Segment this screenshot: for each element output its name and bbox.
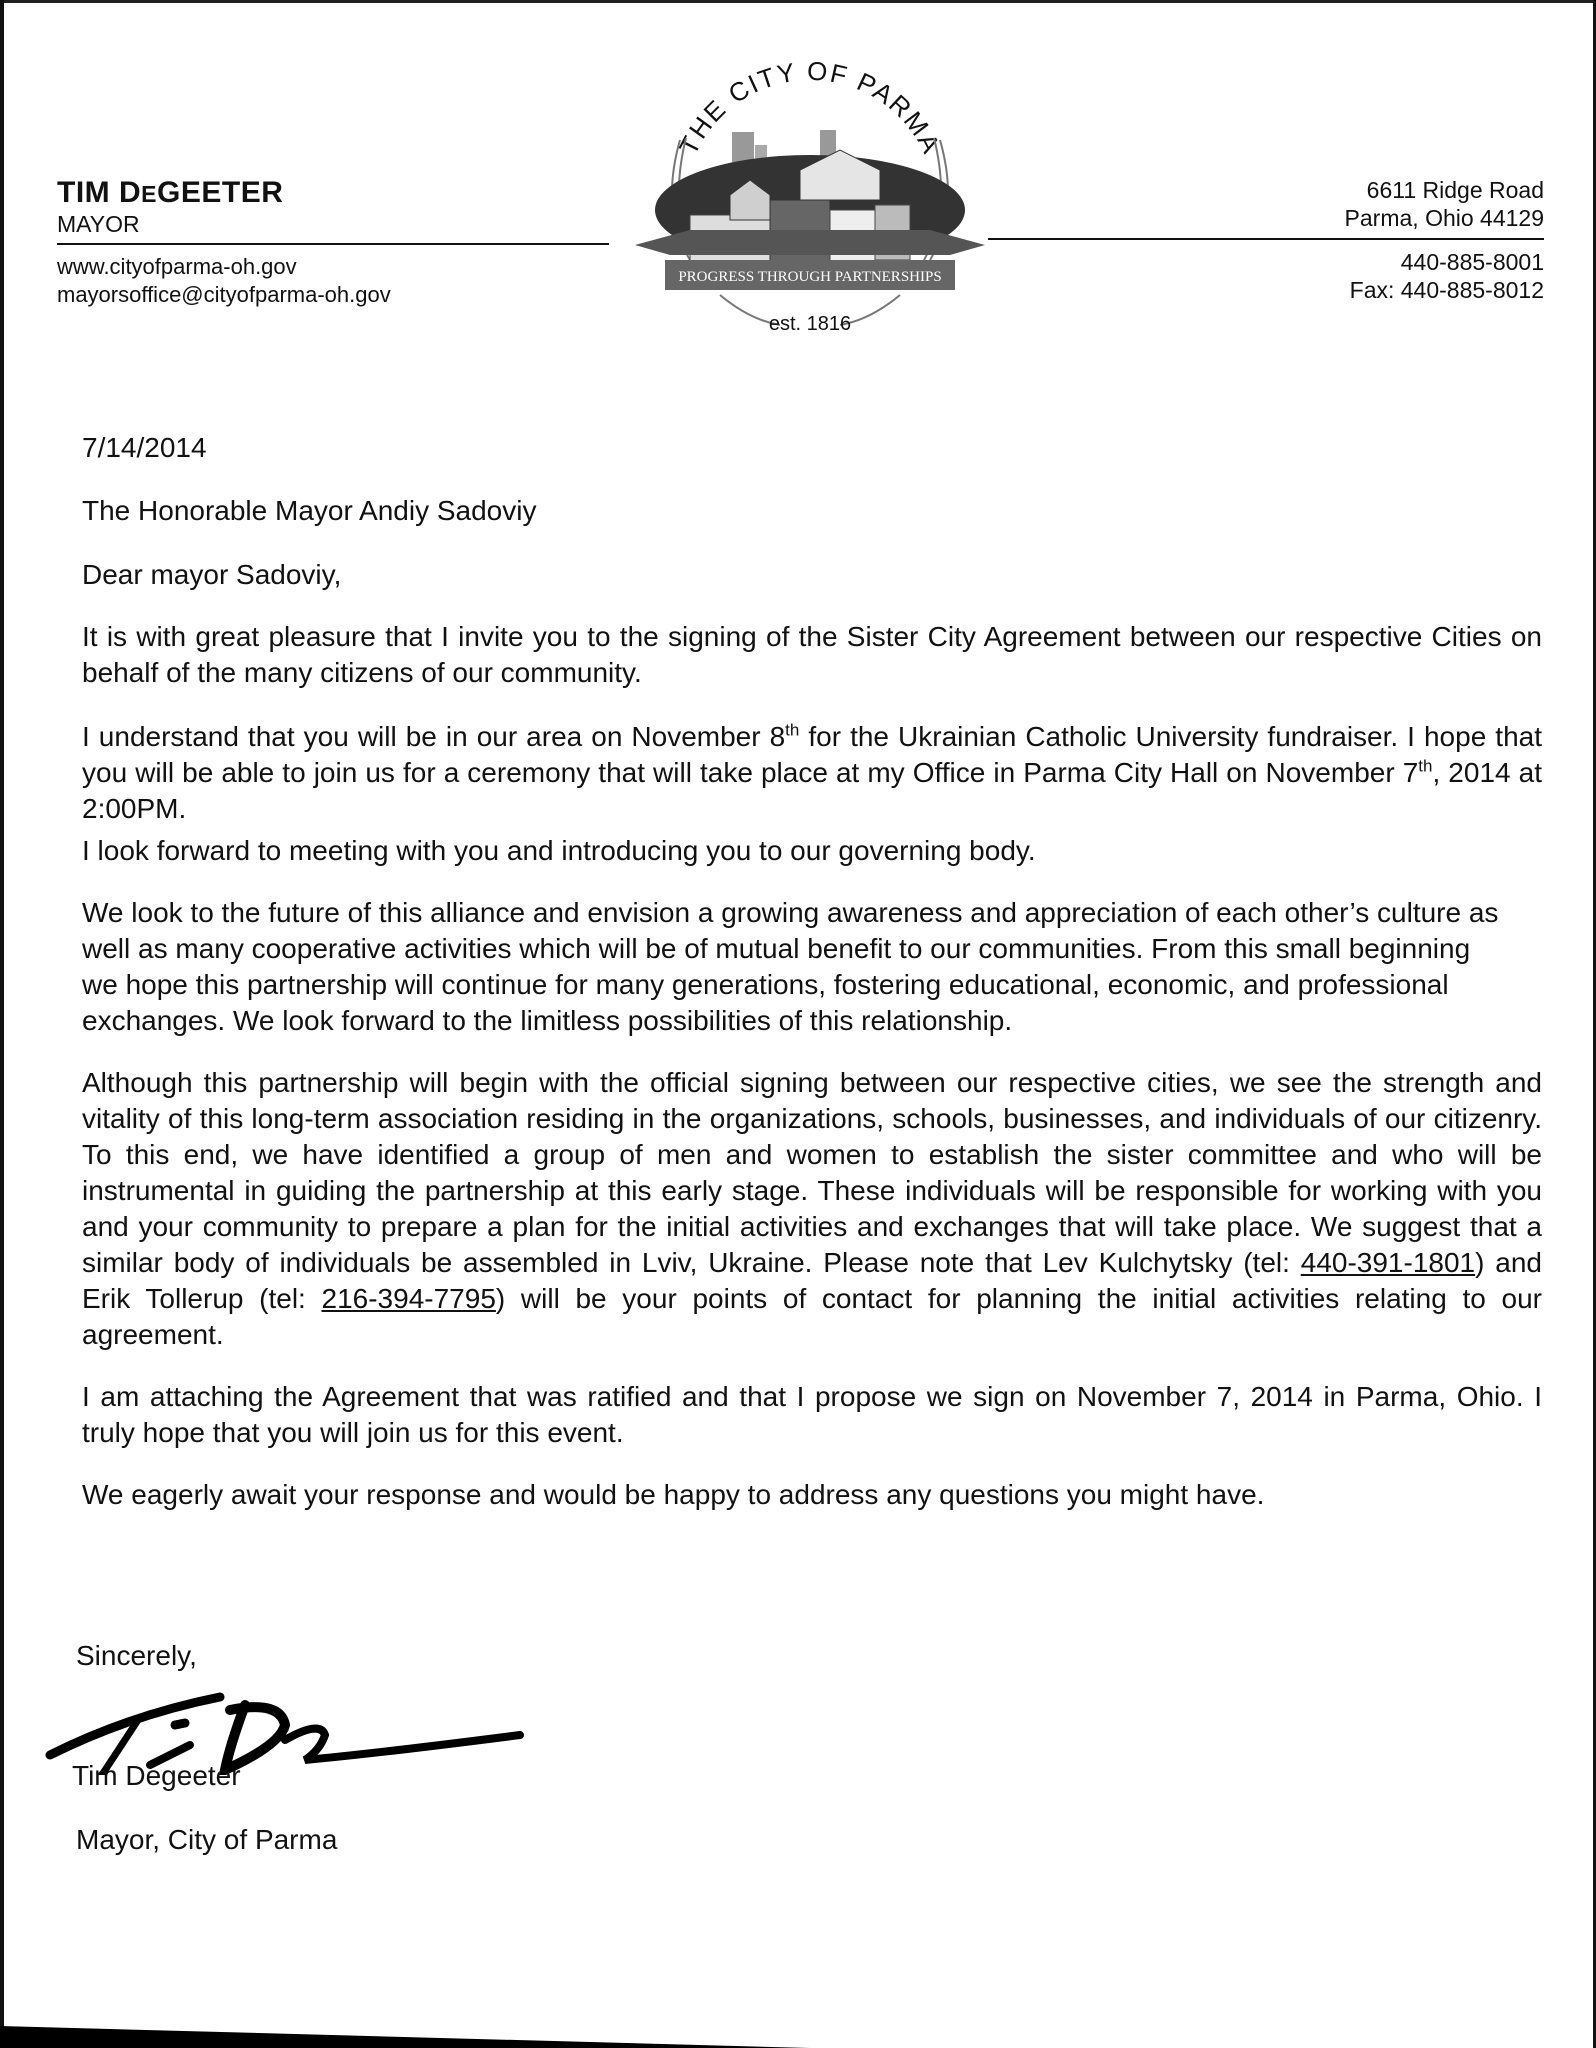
contact-2-phone[interactable]: 216-394-7795 (321, 1283, 496, 1314)
fax-number: Fax: 440-885-8012 (1349, 277, 1544, 303)
recipient: The Honorable Mayor Andiy Sadoviy (82, 495, 537, 526)
seal-arc-text: THE CITY OF PARMA (672, 55, 948, 160)
paragraph-4: We look to the future of this alliance and envision a growing awareness and appreciation of each other’s culture as well as many cooperative activities which will be of mutual benefit to our communities. From this small beginning we hope this partnership will continue for many generations, fostering educational, economic, and professional exchanges. We look forward to the limitless possibilities of this relationship. (82, 897, 1499, 1036)
mayor-title: MAYOR (57, 211, 140, 237)
website-link[interactable]: www.cityofparma-oh.gov (57, 254, 297, 279)
email-link[interactable]: mayorsoffice@cityofparma-oh.gov (57, 282, 391, 307)
signer-title: Mayor, City of Parma (76, 1824, 338, 1855)
closing: Sincerely, (76, 1640, 197, 1671)
scan-edge-top (0, 0, 1596, 3)
letterhead-left (57, 176, 609, 309)
signer-name: Tim Degeeter (72, 1760, 241, 1791)
letterhead-rule-left (57, 243, 609, 245)
letter-date: 7/14/2014 (82, 432, 207, 463)
seal-established: est. 1816 (768, 313, 852, 335)
scan-edge-left (0, 0, 4, 2048)
contact-1-phone[interactable]: 440-391-1801 (1300, 1247, 1476, 1278)
mayor-name: TIM DEGEETER (57, 176, 284, 209)
salutation: Dear mayor Sadoviy, (82, 559, 342, 590)
paragraph-2: I understand that you will be in our area on November 8th for the Ukrainian Catholic University fundraiser. I hope that you will be able to join us for a ceremony that will take place at my Office in Parma City Hall on November 7th, 2014 at 2:00PM. (82, 720, 1542, 824)
letterhead-rule-right (988, 238, 1544, 240)
address-line-2: Parma, Ohio 44129 (1344, 205, 1544, 231)
svg-text:THE CITY OF PARMA (673, 56, 947, 160)
city-seal-logo (620, 20, 1000, 340)
paragraph-7: We eagerly await your response and would be happy to address any questions you might have. (82, 1479, 1265, 1510)
seal-banner-text: PROGRESS THROUGH PARTNERSHIPS (678, 269, 942, 285)
paragraph-3: I look forward to meeting with you and introducing you to our governing body. (82, 835, 1036, 866)
address-line-1: 6611 Ridge Road (1366, 177, 1544, 203)
scan-edge-bottom (0, 2026, 810, 2048)
paragraph-5: Although this partnership will begin with the official signing between our respective cities, we see the strength and vitality of this long-term association residing in the organizations, schools, businesses, and individuals of our citizenry. To this end, we have identified a group of men and women to establish the sister committee and who will be instrumental in guiding the partnership at this early stage. These individuals will be responsible for working with you and your community to prepare a plan for the initial activities and exchanges that will take place. We suggest that a similar body of individuals be assembled in Lviv, Ukraine. Please note that Lev Kulchytsky (tel: 440-391-1801) and Erik Tollerup (tel: 216-394-7795) will be your points of contact for planning the initial activities relating to our agreement. (82, 1067, 1542, 1350)
letter-body (82, 430, 1542, 1513)
phone-number: 440-885-8001 (1400, 249, 1544, 275)
paragraph-6: I am attaching the Agreement that was ratified and that I propose we sign on November 7, 2014 in Parma, Ohio. I truly hope that you will join us for this event. (82, 1381, 1542, 1448)
handwritten-signature (20, 1665, 540, 1775)
paragraph-1: It is with great pleasure that I invite you to the signing of the Sister City Agreement between our respective Cities on behalf of the many citizens of our community. (82, 621, 1542, 688)
letterhead-right (988, 176, 1544, 304)
